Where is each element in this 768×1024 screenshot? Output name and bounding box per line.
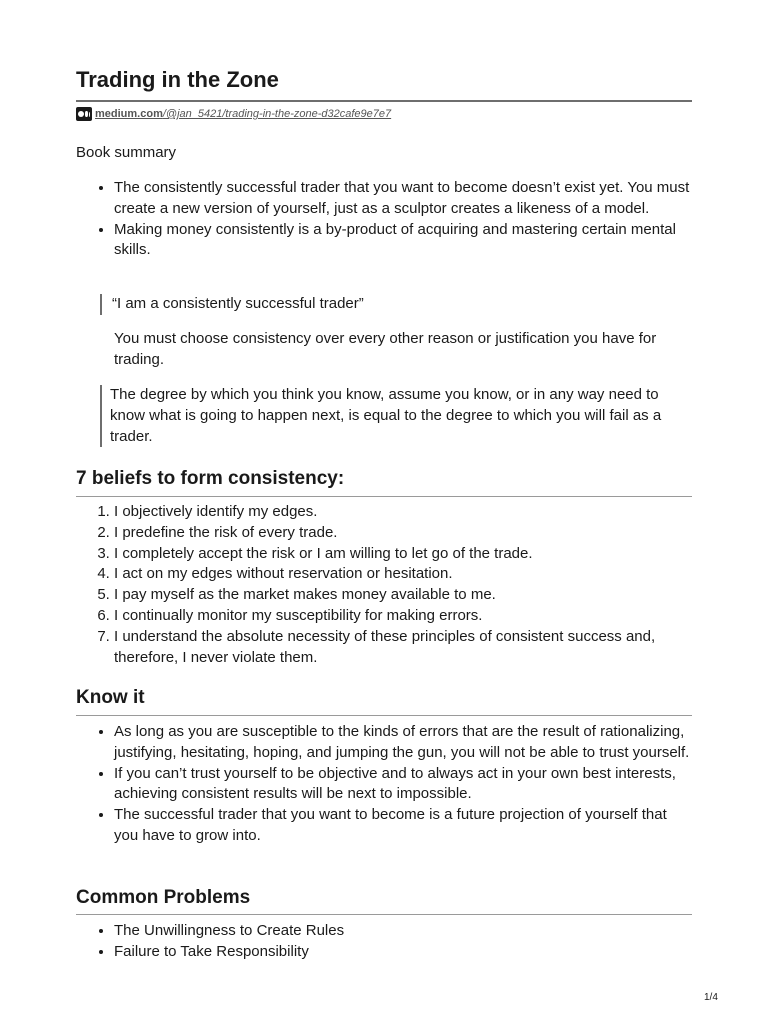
list-item: 1. I objectively identify my edges. <box>114 502 692 523</box>
list-item: 2. I predefine the risk of every trade. <box>114 523 692 544</box>
heading-know-it: Know it <box>76 687 145 708</box>
intro-text: Book summary <box>76 144 177 161</box>
heading-divider <box>76 715 692 716</box>
list-item: • Failure to Take Responsibility <box>114 942 692 963</box>
list-item: • The consistently successful trader that you want to become doesn’t exist yet. You must create a new version of yourself, just as a sculptor creates a likeness of a model. <box>114 178 692 220</box>
page-title: Trading in the Zone <box>76 67 279 92</box>
list-item: 7. I understand the absolute necessity of these principles of consistent success and, therefore, I never violate them. <box>114 627 692 669</box>
heading-common-problems: Common Problems <box>76 887 251 908</box>
medium-logo-icon <box>76 107 92 121</box>
source-path: /@jan_5421/trading-in-the-zone-d32cafe9e7e7 <box>162 108 392 120</box>
heading-beliefs: 7 beliefs to form consistency: <box>76 468 345 489</box>
problems-list <box>76 921 692 963</box>
title-divider <box>76 100 692 102</box>
list-item: 5. I pay myself as the market makes money available to me. <box>114 585 692 606</box>
source-domain: medium.com <box>95 108 163 120</box>
indented-paragraph: You must choose consistency over every other reason or justification you have for trading. <box>114 330 657 368</box>
heading-divider <box>76 914 692 915</box>
blockquote-degree: The degree by which you think you know, assume you know, or in any way need to know what is going to happen next, is equal to the degree to which you will fail as a trader. <box>100 385 692 447</box>
list-item: • The successful trader that you want to become is a future projection of yourself that you have to grow into. <box>114 805 692 847</box>
intro-bullet-list <box>76 178 692 261</box>
list-item: • If you can’t trust yourself to be objective and to always act in your own best interests, achieving consistent results will be next to impossible. <box>114 764 692 806</box>
list-item: • As long as you are susceptible to the kinds of errors that are the result of rationalizing, justifying, hesitating, hoping, and jumping the gun, you will not be able to trust yourself. <box>114 722 692 764</box>
beliefs-list <box>76 502 692 668</box>
source-link[interactable] <box>95 106 391 122</box>
list-item: • Making money consistently is a by-product of acquiring and mastering certain mental skills. <box>114 220 692 262</box>
heading-divider <box>76 496 692 497</box>
list-item: 6. I continually monitor my susceptibility for making errors. <box>114 606 692 627</box>
list-item: • The Unwillingness to Create Rules <box>114 921 692 942</box>
page-number: 1/4 <box>704 992 718 1003</box>
list-item: 4. I act on my edges without reservation or hesitation. <box>114 564 692 585</box>
list-item: 3. I completely accept the risk or I am willing to let go of the trade. <box>114 544 692 565</box>
know-it-list <box>76 722 692 847</box>
blockquote-affirmation: “I am a consistently successful trader” <box>100 294 692 315</box>
source-link-row <box>76 106 391 122</box>
